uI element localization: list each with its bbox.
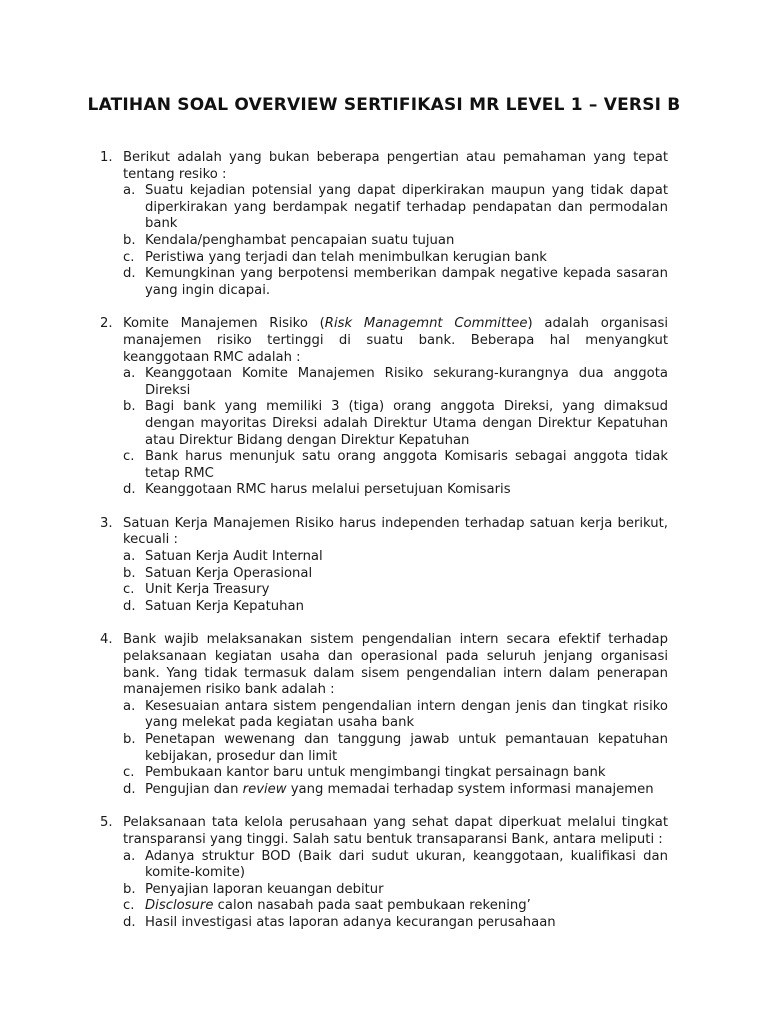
- option-text: Pembukaan kantor baru untuk mengimbangi tingkat persainagn bank: [145, 765, 606, 781]
- option-text: Satuan Kerja Kepatuhan: [145, 598, 304, 614]
- question-number: 3.: [100, 515, 113, 531]
- option-item: [123, 882, 668, 899]
- option-text: Unit Kerja Treasury: [145, 582, 270, 598]
- option-text: Kemungkinan yang berpotensi memberikan dampak negative kepada sasaran yang ingin dicapai.: [145, 266, 668, 298]
- option-item: [123, 915, 668, 932]
- option-letter: b.: [123, 232, 136, 248]
- question-item: [100, 150, 668, 299]
- option-item: [123, 399, 668, 449]
- option-letter: c.: [123, 765, 135, 781]
- question-list: [100, 150, 668, 949]
- option-letter: b.: [123, 399, 136, 415]
- option-item: [123, 582, 668, 599]
- option-text-part: calon nasabah pada saat pembukaan rekening’: [213, 898, 531, 914]
- option-letter: d.: [123, 266, 136, 282]
- option-text: Penyajian laporan keuangan debitur: [145, 881, 384, 897]
- question-text: Satuan Kerja Manajemen Risiko harus independen terhadap satuan kerja berikut, kecuali :: [123, 515, 668, 548]
- option-item: [123, 566, 668, 583]
- question-text-part: ) adalah organisasi manajemen risiko tertinggi di suatu bank. Beberapa hal menyangkut keanggotaan RMC adalah :: [123, 316, 668, 365]
- option-text: Bagi bank yang memiliki 3 (tiga) orang anggota Direksi, yang dimaksud dengan mayoritas Direksi adalah Direktur Utama dengan Direktur Kepatuhan atau Direktur Bidang dengan Direktur Kepatuhan: [145, 399, 668, 448]
- question-number: 5.: [100, 815, 113, 831]
- question-item: [100, 316, 668, 499]
- question-number: 4.: [100, 632, 113, 648]
- option-letter: d.: [123, 598, 136, 614]
- option-letter: b.: [123, 732, 136, 747]
- option-text: Penetapan wewenang dan tanggung jawab untuk pemantauan kepatuhan kebijakan, prosedur dan limit: [145, 732, 668, 764]
- option-item: [123, 250, 668, 267]
- question-item: [100, 815, 668, 931]
- option-item: [123, 765, 668, 782]
- option-list: [123, 699, 668, 799]
- option-list: [123, 366, 668, 499]
- option-item: [123, 699, 668, 732]
- option-item: [123, 233, 668, 250]
- option-text-italic: Disclosure: [145, 898, 214, 914]
- option-item: [123, 183, 668, 233]
- option-item: [123, 782, 668, 799]
- option-letter: a.: [123, 698, 136, 714]
- question-text-italic: Risk Managemnt Committee: [324, 316, 528, 332]
- question-item: [100, 516, 668, 616]
- option-item: [123, 849, 668, 882]
- option-item: [123, 549, 668, 566]
- option-text: Satuan Kerja Operasional: [145, 565, 313, 581]
- question-item: [100, 632, 668, 798]
- option-item: [123, 599, 668, 616]
- option-letter: b.: [123, 881, 136, 897]
- option-item: [123, 482, 668, 499]
- option-item: [123, 266, 668, 299]
- option-text-part: Pengujian dan: [145, 781, 243, 797]
- option-item: [123, 898, 668, 915]
- option-letter: d.: [123, 482, 136, 498]
- option-text: Keanggotaan Komite Manajemen Risiko sekurang-kurangnya dua anggota Direksi: [145, 366, 668, 398]
- option-item: [123, 732, 668, 765]
- option-text: Hasil investigasi atas laporan adanya kecurangan perusahaan: [145, 914, 556, 930]
- option-letter: a.: [123, 848, 136, 864]
- option-letter: a.: [123, 549, 136, 565]
- option-text: Kesesuaian antara sistem pengendalian intern dengan jenis dan tingkat risiko yang melekat pada kegiatan usaha bank: [145, 698, 668, 731]
- option-letter: c.: [123, 582, 135, 598]
- option-text: Satuan Kerja Audit Internal: [145, 549, 323, 565]
- option-letter: b.: [123, 565, 136, 581]
- option-text-italic: review: [242, 781, 287, 797]
- option-letter: c.: [123, 249, 135, 265]
- question-number: 1.: [100, 150, 113, 165]
- option-list: [123, 183, 668, 299]
- option-text: Peristiwa yang terjadi dan telah menimbulkan kerugian bank: [145, 249, 547, 265]
- option-text: Bank harus menunjuk satu orang anggota Komisaris sebagai anggota tidak tetap RMC: [145, 449, 668, 481]
- option-text: Keanggotaan RMC harus melalui persetujuan Komisaris: [145, 482, 511, 498]
- option-text-part: yang memadai terhadap system informasi manajemen: [286, 781, 654, 797]
- option-list: [123, 549, 668, 615]
- option-letter: c.: [123, 449, 135, 465]
- question-text: Pelaksanaan tata kelola perusahaan yang sehat dapat diperkuat melalui tingkat transparansi yang tinggi. Salah satu bentuk transaparansi Bank, antara meliputi :: [123, 815, 668, 847]
- option-letter: d.: [123, 914, 136, 930]
- question-text: Bank wajib melaksanakan sistem pengendalian intern secara efektif terhadap pelaksanaan kegiatan usaha dan operasional pada seluruh jenjang organisasi bank. Yang tidak termasuk dalam sisem pengendalian intern dalam penerapan manajemen risiko bank adalah :: [123, 632, 668, 698]
- option-text: [145, 782, 654, 797]
- option-letter: c.: [123, 898, 135, 914]
- option-item: [123, 366, 668, 399]
- question-number: 2.: [100, 316, 113, 332]
- option-text: Kendala/penghambat pencapaian suatu tujuan: [145, 232, 455, 248]
- option-list: [123, 849, 668, 932]
- question-text-part: Komite Manajemen Risiko (: [123, 316, 325, 332]
- option-item: [123, 449, 668, 482]
- question-text: [123, 316, 668, 366]
- option-text: [145, 898, 531, 913]
- option-letter: a.: [123, 183, 136, 199]
- document-title: LATIHAN SOAL OVERVIEW SERTIFIKASI MR LEVEL 1 – VERSI B: [87, 95, 681, 115]
- option-text: Adanya struktur BOD (Baik dari sudut ukuran, keanggotaan, kualifikasi dan komite-komite): [145, 848, 668, 881]
- question-text: Berikut adalah yang bukan beberapa pengertian atau pemahaman yang tepat tentang resiko :: [123, 150, 668, 182]
- option-text: Suatu kejadian potensial yang dapat diperkirakan maupun yang tidak dapat diperkirakan yang berdampak negatif terhadap pendapatan dan permodalan bank: [145, 183, 668, 232]
- option-letter: d.: [123, 781, 136, 797]
- option-letter: a.: [123, 366, 136, 382]
